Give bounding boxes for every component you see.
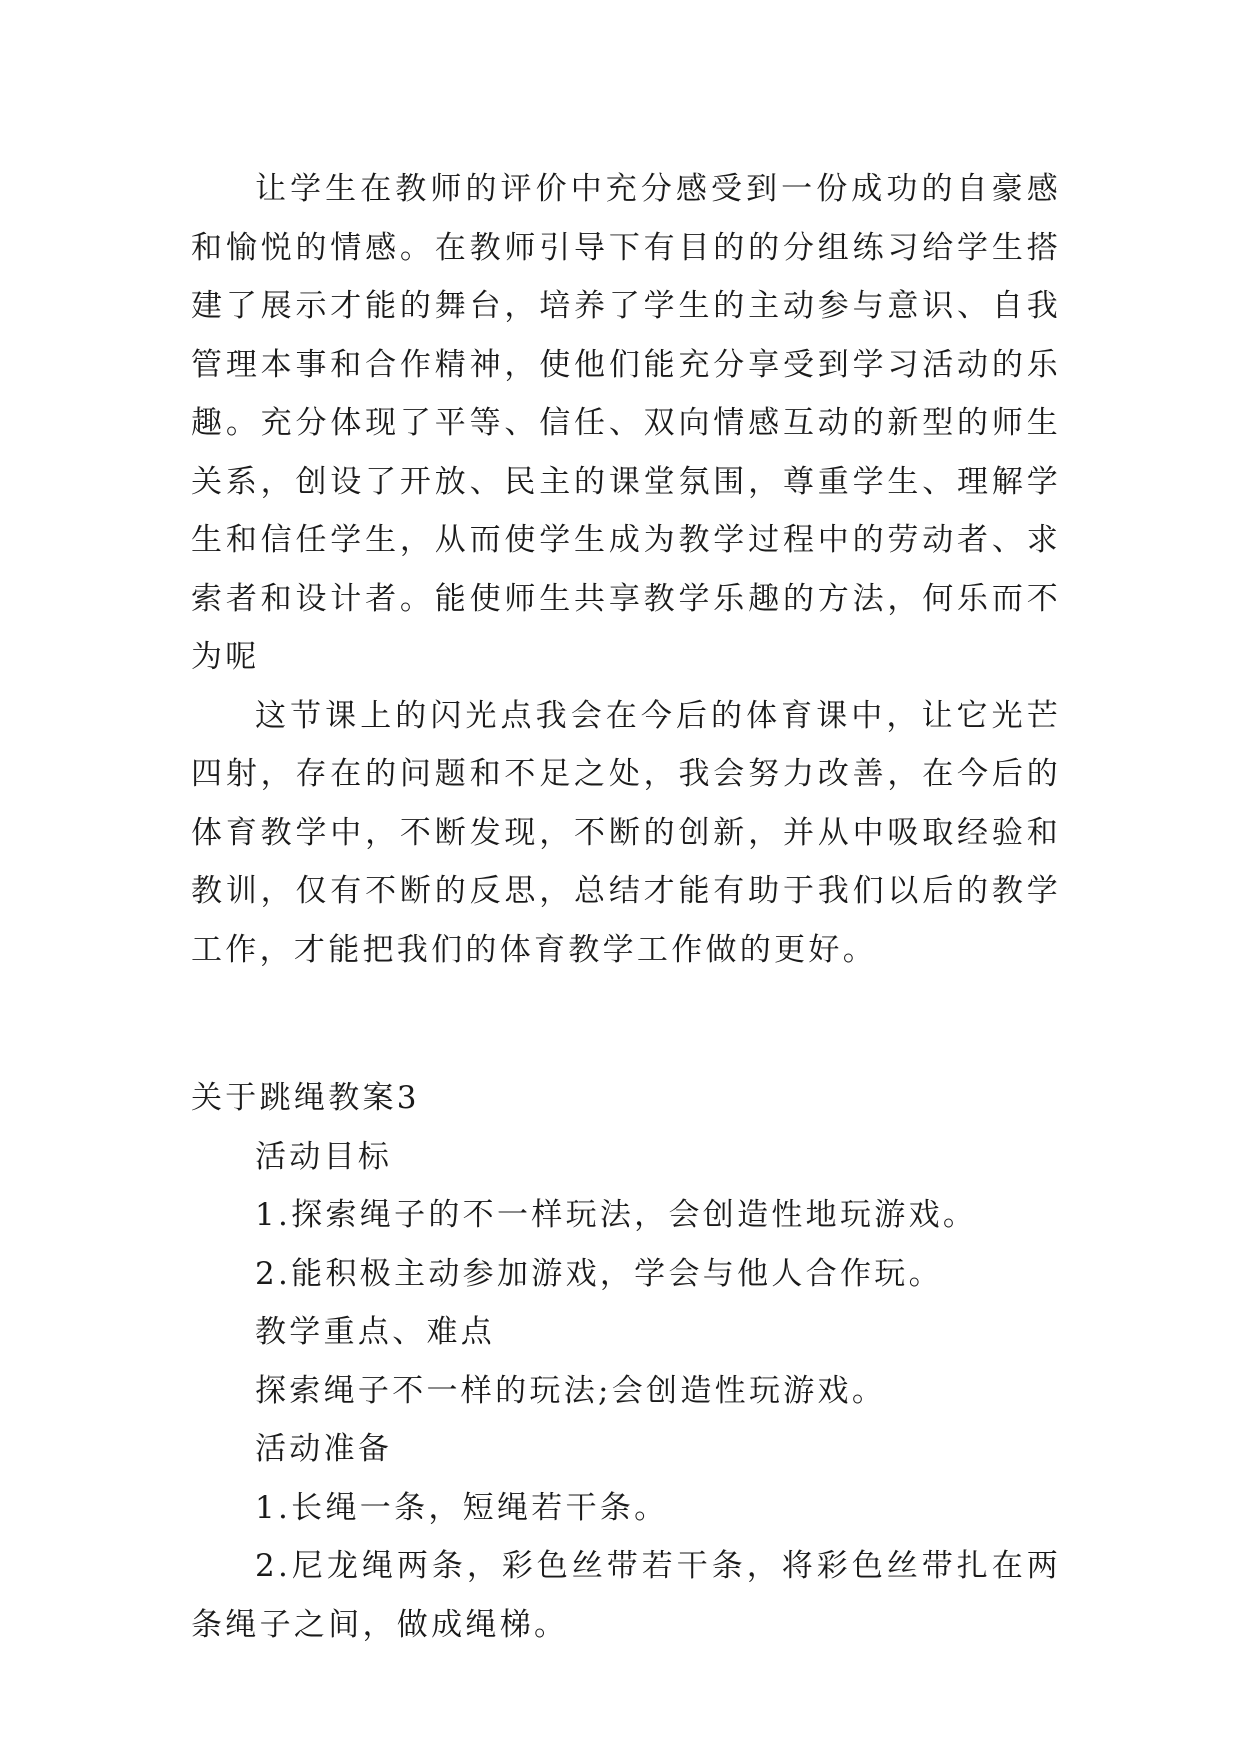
lesson-section [191,1069,1061,1654]
preparation-heading: 活动准备 [255,1431,393,1467]
section-title: 关于跳绳教案3 [191,1080,420,1116]
key-points-text: 探索绳子不一样的玩法;会创造性玩游戏。 [255,1372,887,1409]
body-paragraph: 让学生在教师的评价中充分感受到一份成功的自豪感和愉悦的情感。在教师引导下有目的的分组练习给学生搭建了展示才能的舞台，培养了学生的主动参与意识、自我管理本事和合作精神，使他们能充分享受到学习活动的乐趣。充分体现了平等、信任、双向情感互动的新型的师生关系，创设了开放、民主的课堂氛围，尊重学生、理解学生和信任学生，从而使学生成为教学过程中的劳动者、求索者和设计者。能使师生共享教学乐趣的方法，何乐而不为呢 [191,171,1061,675]
key-points-heading: 教学重点、难点 [255,1314,496,1350]
document-body [191,160,1061,1654]
preparation-item: 2.尼龙绳两条，彩色丝带若干条，将彩色丝带扎在两条绳子之间，做成绳梯。 [191,1548,1061,1643]
goal-item: 1.探索绳子的不一样玩法，会创造性地玩游戏。 [255,1197,978,1233]
preparation-item: 1.长绳一条，短绳若干条。 [255,1489,669,1526]
goals-heading: 活动目标 [255,1138,393,1175]
body-paragraph: 这节课上的闪光点我会在今后的体育课中，让它光芒四射，存在的问题和不足之处，我会努力改善，在今后的体育教学中，不断发现，不断的创新，并从中吸取经验和教训，仅有不断的反思，总结才能有助于我们以后的教学工作，才能把我们的体育教学工作做的更好。 [191,697,1061,968]
goal-item: 2.能积极主动参加游戏，学会与他人合作玩。 [255,1255,943,1292]
